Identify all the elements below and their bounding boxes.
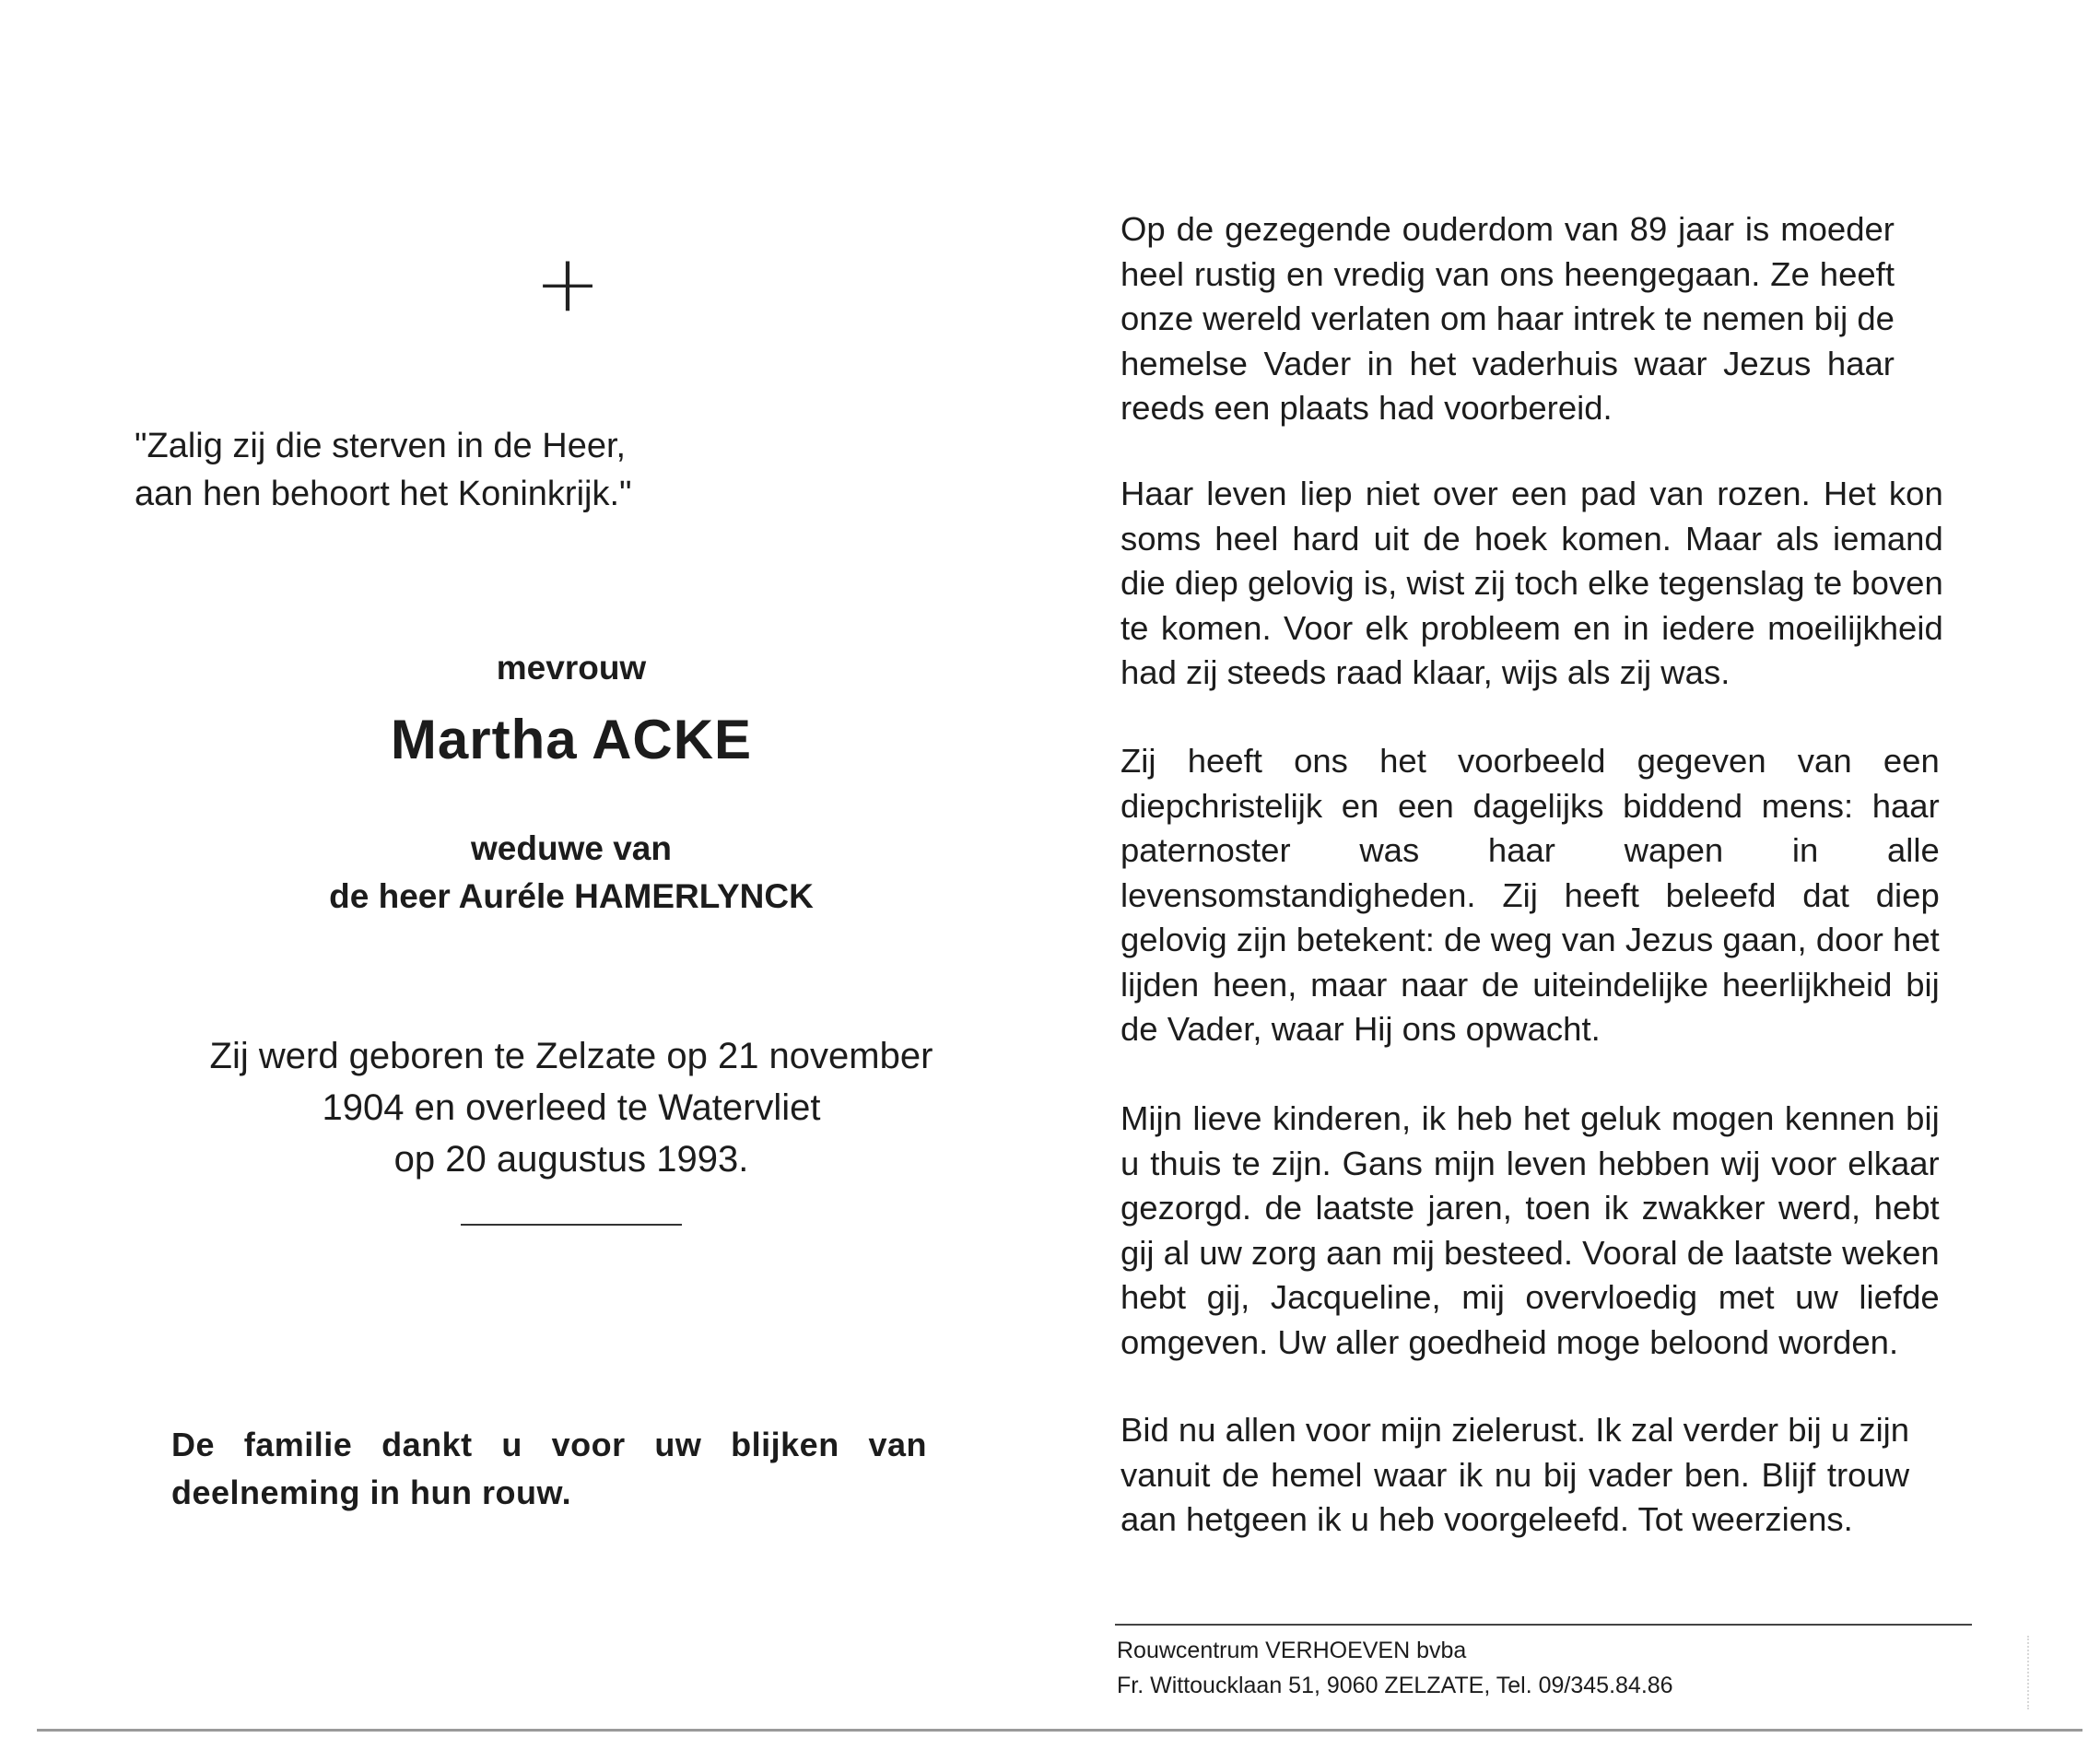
eulogy-paragraph	[1120, 1408, 1909, 1543]
footer-divider	[1115, 1624, 1972, 1626]
text-line: had zij steeds raad klaar, wijs als zij was.	[1120, 653, 1730, 691]
text-line: omgeven. Uw aller goedheid moge beloond worden.	[1120, 1322, 1899, 1361]
bible-quote	[135, 422, 872, 518]
text-line: Zij heeft ons het voorbeeld gegeven van een	[1120, 742, 1940, 780]
text-line: lijden heen, maar naar de uiteindelijke heerlijkheid bij	[1120, 965, 1940, 1004]
honorific: mevrouw	[496, 649, 647, 687]
card-bottom-edge	[37, 1729, 2082, 1732]
text-line: diepchristelijk en een dagelijks biddend mens: haar	[1120, 786, 1940, 825]
text-line: paternoster was haar wapen in alle	[1120, 831, 1940, 869]
cross-icon: +	[534, 238, 602, 330]
text-line: hemelse Vader in het vaderhuis waar Jezus haar	[1120, 344, 1895, 382]
text-line: hebt gij, Jacqueline, mij overvloedig met uw liefde	[1120, 1278, 1940, 1316]
birth-death-line: op 20 augustus 1993.	[393, 1139, 749, 1180]
separator-line	[461, 1224, 682, 1226]
thanks-line: deelneming in hun rouw.	[171, 1474, 572, 1511]
quote-line: "Zalig zij die sterven in de Heer,	[135, 427, 627, 465]
edge-mark	[2027, 1636, 2047, 1709]
husband-name: de heer Auréle HAMERLYNCK	[329, 877, 814, 915]
thanks-line: De familie dankt u voor uw blijken van	[171, 1426, 927, 1463]
text-line: gij al uw zorg aan mij besteed. Vooral de laatste weken	[1120, 1233, 1940, 1272]
eulogy-paragraph	[1120, 739, 1940, 1052]
funeral-home-address: Fr. Wittoucklaan 51, 9060 ZELZATE, Tel. 09/345.84.86	[1117, 1673, 1673, 1698]
family-thanks	[171, 1421, 927, 1517]
funeral-home-name: Rouwcentrum VERHOEVEN bvba	[1117, 1638, 1467, 1663]
text-line: Op de gezegende ouderdom van 89 jaar is moeder	[1120, 210, 1895, 248]
text-line: die diep gelovig is, wist zij toch elke tegenslag te boven	[1120, 564, 1943, 602]
text-line: de Vader, waar Hij ons opwacht.	[1120, 1010, 1601, 1048]
text-line: Haar leven liep niet over een pad van rozen. Het kon	[1120, 475, 1943, 512]
text-line: aan hetgeen ik u heb voorgeleefd. Tot weerziens.	[1120, 1500, 1853, 1538]
text-line: reeds een plaats had voorbereid.	[1120, 389, 1613, 427]
eulogy-paragraph	[1120, 207, 1895, 431]
text-line: Mijn lieve kinderen, ik heb het geluk mogen kennen bij	[1120, 1099, 1940, 1137]
birth-death-line: Zij werd geboren te Zelzate op 21 november	[209, 1036, 933, 1076]
birth-death-line: 1904 en overleed te Watervliet	[322, 1087, 821, 1128]
text-line: u thuis te zijn. Gans mijn leven hebben wij voor elkaar	[1120, 1144, 1940, 1182]
text-line: te komen. Voor elk probleem en in iedere moeilijkheid	[1120, 608, 1943, 647]
funeral-home-info	[1117, 1633, 2001, 1703]
birth-death-text	[0, 1030, 1143, 1185]
text-line: Bid nu allen voor mijn zielerust. Ik zal verder bij u zijn	[1120, 1411, 1910, 1449]
deceased-name: Martha ACKE	[390, 709, 753, 770]
text-line: gelovig zijn betekent: de weg van Jezus gaan, door het	[1120, 921, 1940, 958]
text-line: soms heel hard uit de hoek komen. Maar als iemand	[1120, 519, 1943, 558]
eulogy-paragraph	[1120, 1097, 1940, 1365]
text-line: gezorgd. de laatste jaren, toen ik zwakker werd, hebt	[1120, 1189, 1940, 1227]
eulogy-paragraph	[1120, 472, 1943, 696]
quote-line: aan hen behoort het Koninkrijk."	[135, 475, 632, 513]
widow-of-label: weduwe van	[471, 829, 672, 867]
text-line: onze wereld verlaten om haar intrek te nemen bij de	[1120, 299, 1895, 337]
text-line: vanuit de hemel waar ik nu bij vader ben. Blijf trouw	[1120, 1455, 1910, 1494]
text-line: heel rustig en vredig van ons heengegaan. Ze heeft	[1120, 254, 1895, 293]
text-line: levensomstandigheden. Zij heeft beleefd dat diep	[1120, 875, 1940, 914]
